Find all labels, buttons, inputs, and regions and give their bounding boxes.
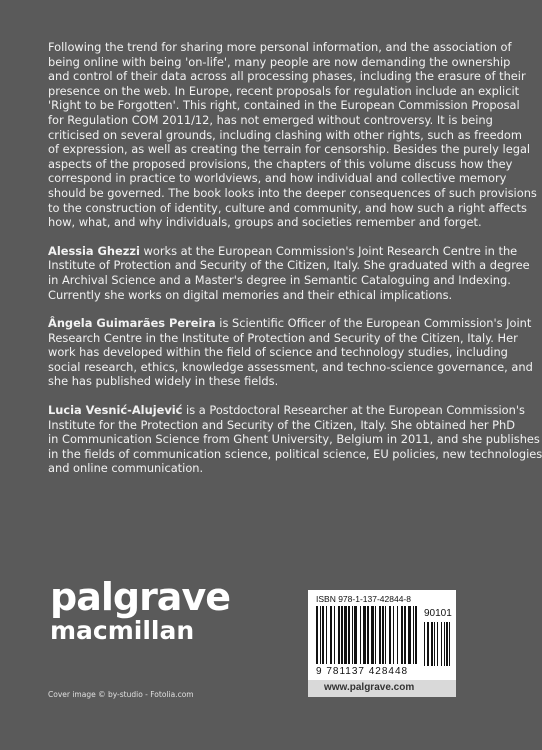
text-block [48, 40, 542, 490]
blurb-line: criticised on several grounds, including clashing with other rights, such as freedom [48, 127, 522, 142]
bio-text: works at the European Commission's Joint Research Centre in the [139, 243, 518, 258]
publisher-logo [50, 575, 230, 646]
bio-vesnic [48, 403, 542, 476]
url-strip [308, 680, 456, 697]
bio-pereira [48, 316, 533, 389]
barcode-bar [413, 606, 414, 664]
publisher-url[interactable]: www.palgrave.com [324, 682, 415, 693]
barcode-bar [320, 606, 321, 664]
bio-text: is Scientific Officer of the European Commission's Joint [215, 316, 532, 331]
barcode-bar [385, 606, 386, 664]
barcode-bar [389, 606, 391, 664]
barcode-bar [360, 606, 361, 664]
blurb-paragraph [48, 40, 537, 230]
barcode-bar [348, 606, 350, 664]
barcode-bar [354, 606, 357, 664]
barcode-bar [382, 606, 384, 664]
barcode-bar [415, 606, 417, 664]
barcode-bar [352, 606, 353, 664]
blurb-line: to the construction of identity, culture and community, and how such a right affects [48, 200, 527, 215]
addon-bar [427, 622, 429, 666]
barcode-bar [341, 606, 343, 664]
ean-number: 9 781137 428448 [316, 666, 409, 677]
barcode-bar [408, 606, 411, 664]
addon-bar [424, 622, 425, 666]
barcode-bar [401, 606, 403, 664]
bio-ghezzi [48, 243, 530, 302]
addon-bar [449, 622, 450, 666]
bio-line: Institute for the Protection and Security of the Citizen, Italy. She obtained her PhD [48, 417, 516, 432]
addon-bar [431, 622, 433, 666]
barcode-bar [367, 606, 369, 664]
bio-line: Currently she works on digital memories and their ethical implications. [48, 287, 453, 302]
bio-first-line [48, 243, 518, 259]
blurb-line: and control of their data across all processing phases, including the erasure of their [48, 69, 526, 84]
isbn-label: ISBN 978-1-137-42844-8 [316, 594, 411, 604]
barcode-bar [330, 606, 332, 664]
barcode-bar [334, 606, 335, 664]
author-name: Ângela Guimarães Pereira [48, 316, 216, 331]
author-name: Lucia Vesnić-Alujević [48, 403, 183, 418]
barcode-bar [404, 606, 406, 664]
blurb-line: being online with being 'on-life', many people are now demanding the ownership [48, 54, 511, 69]
barcode-bar [326, 606, 327, 664]
blurb-line: correspond in practice to worldviews, and how individual and collective memory [48, 171, 507, 186]
barcode-bar [379, 606, 381, 664]
addon-bar [444, 622, 445, 666]
addon-number: 90101 [424, 608, 452, 619]
bio-line: and online communication. [48, 461, 204, 476]
bio-line: in Communication Science from Ghent University, Belgium in 2011, and she publishes [48, 432, 540, 447]
barcode-bar [371, 606, 374, 664]
bio-line: she has published widely in these fields. [48, 374, 279, 389]
bio-line: Research Centre in the Institute of Protection and Security of the Citizen, Italy. Her [48, 330, 518, 345]
blurb-line: should be governed. The book looks into the deeper consequences of such provisions [48, 185, 537, 200]
bio-text: is a Postdoctoral Researcher at the European Commission's [182, 403, 525, 418]
barcode-bar [316, 606, 318, 664]
barcode-bar [344, 606, 347, 664]
barcode-bar [363, 606, 366, 664]
addon-bar [441, 622, 442, 666]
bio-first-line [48, 403, 525, 418]
bio-line: Institute of Protection and Security of the Citizen, Italy. She graduated with a degree [48, 258, 530, 273]
bio-first-line [48, 316, 532, 331]
blurb-line: Following the trend for sharing more personal information, and the association of [48, 40, 512, 54]
blurb-line: presence on the web. In Europe, recent proposals for regulation include an explicit [48, 83, 520, 98]
blurb-line: aspects of the proposed provisions, the chapters of this volume discuss how they [48, 156, 513, 171]
barcode-panel [308, 590, 456, 680]
blurb-line: for Regulation COM 2011/12, has not emerged without controversy. It is being [48, 112, 493, 127]
barcode-bar [393, 606, 394, 664]
cover-image-credit: Cover image © by-studio - Fotolia.com [48, 690, 194, 699]
blurb-line: 'Right to be Forgotten'. This right, contained in the European Commission Proposal [48, 98, 520, 113]
logo-line1: palgrave [50, 575, 230, 619]
barcode-bar [375, 606, 376, 664]
blurb-line: of expression, as well as creating the terrain for censorship. Besides the purely legal [48, 142, 531, 157]
bio-line: in the fields of communication science, political science, EU policies, new technologies [48, 446, 542, 461]
bio-line: work has developed within the field of science and technology studies, including [48, 345, 508, 360]
logo-line2: macmillan [50, 616, 195, 645]
author-name: Alessia Ghezzi [48, 243, 140, 258]
addon-bar [437, 622, 438, 666]
bio-line: social research, ethics, knowledge assessment, and techno-science governance, and [48, 359, 533, 374]
addon-bar [434, 622, 435, 666]
blurb-line: how, what, and why individuals, groups and societies remember and forget. [48, 215, 482, 230]
bio-line: in Archival Science and a Master's degree in Semantic Cataloguing and Indexing. [48, 272, 511, 287]
barcode-bar [322, 606, 324, 664]
addon-bar [446, 622, 448, 666]
barcode-bar [338, 606, 340, 664]
barcode-bar [397, 606, 398, 664]
